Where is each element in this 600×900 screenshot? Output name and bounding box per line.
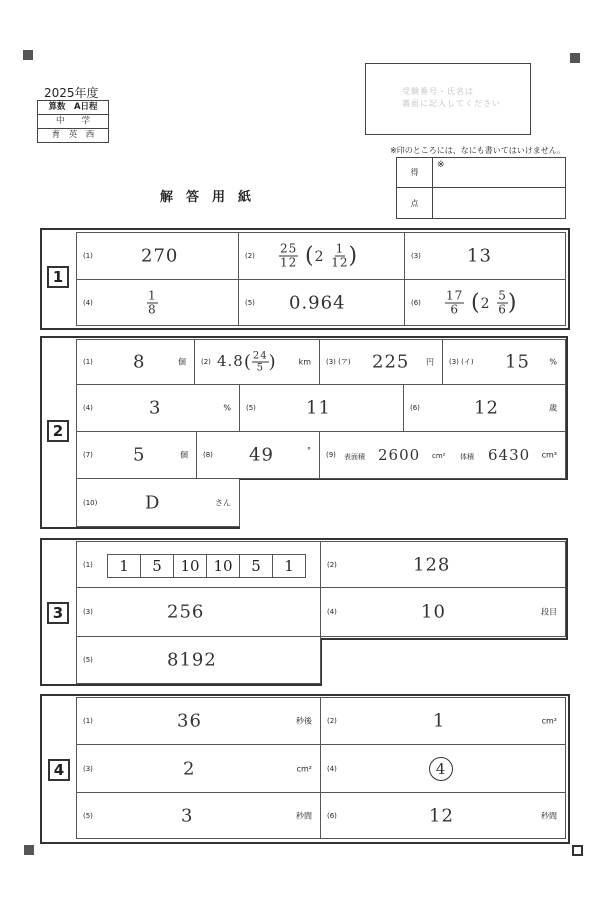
answer-cell-1-3[interactable] <box>404 232 566 280</box>
decimal-value: 4.8 <box>217 352 244 370</box>
answer-unit: 段目 <box>541 607 557 617</box>
answer-unit: % <box>549 357 557 367</box>
answer-unit: 個 <box>178 357 186 367</box>
answer-cell-3-5[interactable] <box>76 636 321 684</box>
tile: 5 <box>140 554 174 578</box>
fraction-denominator: 12 <box>331 255 349 270</box>
fraction-numerator: 1 <box>335 241 345 256</box>
answer-value: 270 <box>141 245 179 267</box>
volume-label: 体積 <box>460 453 474 461</box>
answer-value: 128 <box>413 554 451 575</box>
question-label: (5) <box>83 811 93 820</box>
answer-cell-2-9[interactable] <box>319 431 566 479</box>
answer-cell-2-4[interactable] <box>76 384 240 432</box>
fraction-denominator: 8 <box>148 302 157 316</box>
stamp-text-line-1: 受験番号・氏名は <box>402 87 474 96</box>
answer-value: 3 <box>181 805 194 826</box>
section-4-number: 4 <box>48 759 70 781</box>
answer-unit: ° <box>307 446 311 455</box>
circled-answer: 4 <box>429 757 453 781</box>
question-label: (7) <box>83 451 93 459</box>
answer-value <box>429 757 453 781</box>
question-label: (3) <box>83 608 93 616</box>
answer-value: 49 <box>249 444 274 466</box>
answer-cell-1-1[interactable] <box>76 232 239 280</box>
answer-unit: cm² <box>296 764 312 773</box>
question-label: (4) <box>327 608 337 616</box>
answer-cell-2-3b[interactable] <box>442 339 566 385</box>
volume-unit: cm³ <box>541 450 557 460</box>
answer-value: 10 <box>421 601 446 623</box>
answer-value: 12 <box>474 397 499 419</box>
answer-unit: 円 <box>426 357 434 367</box>
answer-cell-4-4[interactable] <box>320 744 566 793</box>
answer-cell-3-2[interactable] <box>320 541 566 588</box>
question-label: (6) <box>327 811 337 820</box>
answer-value: 0.964 <box>289 292 346 313</box>
fraction-numerator: 17 <box>446 288 464 302</box>
fraction-denominator: 6 <box>498 302 507 316</box>
question-label: (3) (イ) <box>449 358 474 366</box>
answer-cell-2-7[interactable] <box>76 431 197 479</box>
exam-subject: 算数 A日程 <box>38 101 108 115</box>
question-label: (2) <box>327 560 337 569</box>
fraction-denominator: 6 <box>450 302 459 316</box>
answer-cell-2-6[interactable] <box>403 384 566 432</box>
answer-cell-1-6[interactable] <box>404 279 566 326</box>
tile: 10 <box>173 554 207 578</box>
answer-cell-2-5[interactable] <box>239 384 404 432</box>
answer-cell-4-3[interactable] <box>76 744 321 793</box>
question-label: (3) <box>411 252 421 260</box>
exam-year: 2025年度 <box>44 86 99 100</box>
answer-value: 13 <box>467 245 492 267</box>
mixed-whole: 2 <box>314 249 325 265</box>
question-label: (6) <box>410 404 420 412</box>
answer-cell-2-2[interactable] <box>194 339 320 385</box>
question-label: (9) <box>326 451 336 459</box>
question-label: (1) <box>83 717 93 725</box>
score-label-2: 点 <box>397 188 433 218</box>
section-3-number: 3 <box>47 602 69 624</box>
registration-mark-bottom-left <box>24 845 34 855</box>
answer-value: 11 <box>306 397 331 419</box>
answer-value: 8 <box>133 351 146 373</box>
instruction-note: ※印のところには、なにも書いてはいけません。 <box>390 146 566 155</box>
answer-value <box>147 289 158 316</box>
answer-value: 256 <box>167 601 205 623</box>
score-box <box>396 157 566 219</box>
answer-value: 225 <box>372 351 410 373</box>
fraction-numerator: 5 <box>498 288 507 302</box>
school-name: 育 英 西 <box>51 130 95 140</box>
section-1 <box>40 228 570 330</box>
answer-cell-3-1[interactable] <box>76 541 321 588</box>
exam-info-box <box>37 100 109 143</box>
answer-unit: 秒後 <box>296 716 312 726</box>
answer-value: 1 <box>433 710 446 732</box>
answer-value: 3 <box>149 397 162 419</box>
score-label-1: 得 <box>397 158 433 188</box>
answer-value: 36 <box>177 710 202 732</box>
school-level: 中 学 <box>38 115 108 129</box>
answer-value: D <box>145 492 161 513</box>
tile: 5 <box>239 554 273 578</box>
mixed-whole: 2 <box>480 295 491 312</box>
section-3 <box>40 538 568 540</box>
answer-cell-4-5[interactable] <box>76 792 321 839</box>
section-2-number: 2 <box>47 420 69 442</box>
answer-unit: cm² <box>541 716 557 726</box>
question-label: (4) <box>83 298 93 307</box>
stamp-text <box>402 86 501 110</box>
answer-value: $\frac{25}{12}$ (2 $\frac{1}{12}$ ) <box>280 241 359 270</box>
question-label: (5) <box>245 298 255 307</box>
question-label: (8) <box>203 451 213 459</box>
answer-cell-1-5[interactable] <box>238 279 405 326</box>
answer-unit: 個 <box>180 450 188 460</box>
fraction-denominator: 12 <box>280 255 298 270</box>
answer-cell-2-1[interactable] <box>76 339 195 385</box>
answer-value: 4.8( $\frac{24}{5}$ ) <box>217 350 277 374</box>
answer-cell-4-2[interactable] <box>320 697 566 745</box>
question-label: (6) <box>411 298 421 307</box>
answer-value: 15 <box>505 351 530 373</box>
surface-area-value: 2600 <box>378 446 421 464</box>
tile: 10 <box>206 554 240 578</box>
question-label: (4) <box>83 404 93 412</box>
answer-cell-1-4[interactable] <box>76 279 239 326</box>
answer-cell-4-1[interactable] <box>76 697 321 745</box>
volume-value: 6430 <box>488 446 531 464</box>
question-label: (1) <box>83 358 93 366</box>
question-label: (5) <box>83 656 93 664</box>
question-label: (3) <box>83 764 93 773</box>
section-1-number: 1 <box>47 266 69 288</box>
fraction-numerator: 1 <box>148 288 157 302</box>
answer-value: 2 <box>183 758 196 779</box>
answer-unit: % <box>223 403 231 413</box>
answer-unit: さん <box>215 498 231 507</box>
score-mark: ※ <box>433 158 565 188</box>
answer-cell-1-2[interactable] <box>238 232 405 280</box>
stamp-text-line-2: 裏面に記入してください <box>402 99 501 108</box>
answer-value: 5 <box>133 444 146 466</box>
page-title: 解 答 用 紙 <box>160 190 252 205</box>
registration-mark-top-right <box>570 53 580 63</box>
question-label: (4) <box>327 764 337 773</box>
answer-cell-2-3a[interactable] <box>319 339 443 385</box>
question-label: (10) <box>83 498 98 507</box>
registration-mark-top-left <box>23 50 33 60</box>
tile-row <box>107 554 305 578</box>
question-label: (1) <box>83 252 93 260</box>
answer-unit: km <box>298 357 311 367</box>
surface-area-unit: cm² <box>432 452 446 460</box>
registration-mark-bottom-right <box>572 845 583 856</box>
question-label: (3) (ア) <box>326 358 351 366</box>
answer-value: 12 <box>429 805 454 826</box>
question-label: (1) <box>83 560 93 569</box>
tile: 1 <box>107 554 141 578</box>
answer-cell-3-3[interactable] <box>76 587 321 637</box>
question-label: (2) <box>201 358 211 366</box>
question-label: (5) <box>246 404 256 412</box>
surface-area-label: 表面積 <box>344 453 365 461</box>
answer-value: 8192 <box>167 649 217 671</box>
answer-cell-4-6[interactable] <box>320 792 566 839</box>
question-label: (2) <box>245 252 255 260</box>
answer-unit: 秒間 <box>541 811 557 820</box>
answer-cell-2-8[interactable] <box>196 431 320 479</box>
question-label: (2) <box>327 717 337 725</box>
answer-value: $\frac{17}{6}$ (2 $\frac{5}{6}$ ) <box>446 288 518 316</box>
fraction-numerator: 24 <box>252 350 268 362</box>
answer-cell-2-10[interactable] <box>76 478 240 527</box>
answer-unit: 秒間 <box>296 811 312 820</box>
answer-unit: 歳 <box>549 403 557 413</box>
tile: 1 <box>272 554 306 578</box>
fraction-numerator: 25 <box>280 241 298 256</box>
answer-cell-3-4[interactable] <box>320 587 566 637</box>
fraction-denominator: 5 <box>256 362 264 374</box>
